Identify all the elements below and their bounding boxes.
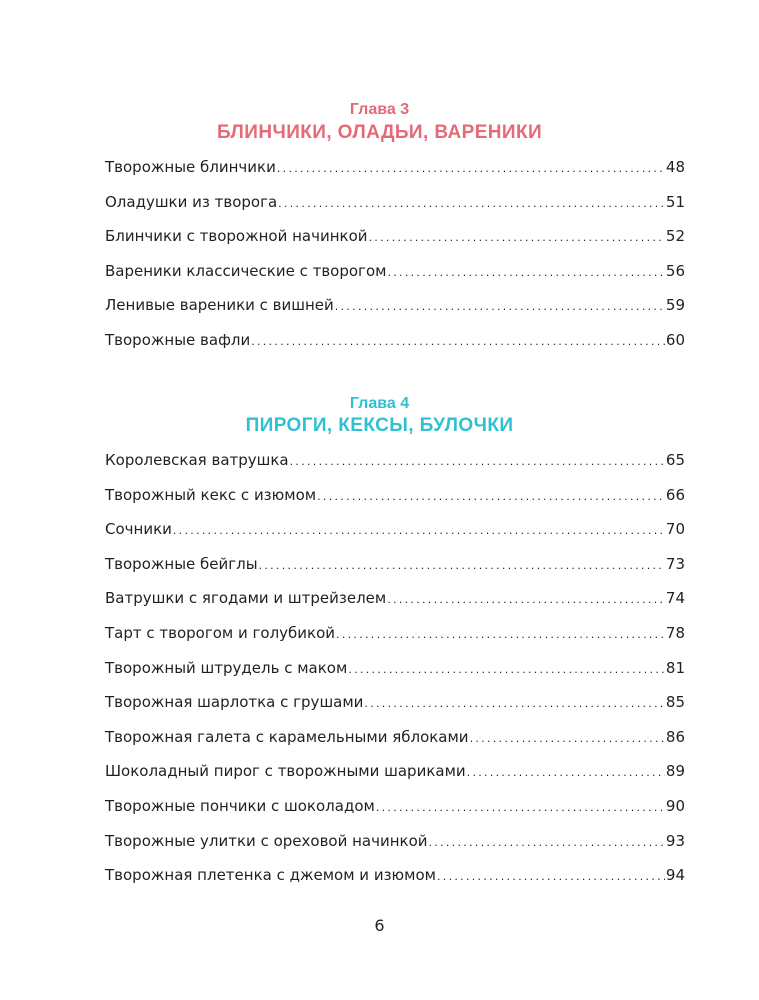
- toc-entry-title: Творожные блинчики: [105, 158, 276, 176]
- dot-leader: [470, 727, 665, 749]
- toc-entry: [105, 485, 685, 520]
- dot-leader: [369, 226, 665, 248]
- dot-leader: [278, 192, 665, 214]
- toc-entry-page-number: 89: [665, 762, 685, 781]
- toc-entry-page-number: 52: [665, 227, 685, 246]
- toc-entry: [105, 623, 685, 658]
- toc-entry: [105, 295, 685, 330]
- toc-entry: [105, 519, 685, 554]
- toc-entry-title: Оладушки из творога: [105, 192, 278, 211]
- toc-entry: [105, 330, 685, 365]
- toc-entry-page-number: 65: [665, 451, 685, 469]
- toc-entry-title: Тарт с творогом и голубикой: [105, 623, 336, 642]
- toc-entry-page-number: 86: [665, 727, 685, 746]
- dot-leader: [317, 485, 665, 507]
- toc-entry-title: Творожные вафли: [105, 330, 251, 349]
- dot-leader: [376, 796, 665, 818]
- dot-leader: [437, 865, 665, 887]
- chapter-3-label: Глава 3: [349, 101, 410, 118]
- toc-entry-title: Творожная шарлотка с грушами: [105, 693, 364, 712]
- toc-entry-title: Блинчики с творожной начинкой: [105, 227, 368, 246]
- toc-entry-title: Творожные бейглы: [105, 554, 258, 573]
- toc-entry-title: Сочники: [105, 520, 172, 539]
- toc-entry: [105, 261, 685, 296]
- toc-entry-title: Творожный кекс с изюмом: [105, 485, 317, 504]
- chapter-4-label: Глава 4: [349, 395, 410, 412]
- chapter-3-title: БЛИНЧИКИ, ОЛАДЬИ, ВАРЕНИКИ: [216, 122, 543, 143]
- chapter-3-entries: [105, 157, 685, 365]
- toc-entry: [105, 727, 685, 762]
- toc-entry-page-number: 59: [665, 296, 685, 315]
- dot-leader: [251, 330, 665, 352]
- toc-entry-title: Творожные улитки с ореховой начинкой: [105, 831, 428, 850]
- dot-leader: [364, 692, 664, 714]
- toc-entry-title: Ватрушки с ягодами и штрейзелем: [105, 589, 387, 608]
- toc-entry-page-number: 85: [665, 693, 685, 712]
- dot-leader: [173, 519, 665, 541]
- toc-entry: [105, 192, 685, 227]
- toc-entry-title: Творожные пончики с шоколадом: [105, 796, 375, 815]
- toc-entry: [105, 588, 685, 623]
- toc-entry-page-number: 66: [665, 485, 685, 504]
- toc-entry-page-number: 93: [665, 831, 685, 850]
- toc-entry-page-number: 56: [665, 261, 685, 280]
- toc-entry-page-number: 74: [665, 589, 685, 608]
- toc-entry-title: Шоколадный пирог с творожными шариками: [105, 762, 466, 781]
- toc-entry-page-number: 60: [665, 330, 685, 349]
- toc-entry-page-number: 70: [665, 520, 685, 539]
- toc-entry-page-number: 51: [665, 192, 685, 211]
- toc-entry-page-number: 78: [665, 623, 685, 642]
- dot-leader: [277, 157, 665, 179]
- toc-entry-title: Вареники классические с творогом: [105, 261, 387, 280]
- toc-entry-title: Творожная плетенка с джемом и изюмом: [105, 866, 436, 885]
- toc-entry: [105, 865, 685, 900]
- toc-entry-title: Ленивые вареники с вишней: [105, 296, 334, 315]
- toc-entry-title: Королевская ватрушка: [105, 451, 289, 469]
- toc-entry-page-number: 73: [665, 554, 685, 573]
- toc-entry: [105, 226, 685, 261]
- toc-entry: [105, 554, 685, 589]
- dot-leader: [429, 831, 665, 853]
- toc-entry: [105, 450, 685, 485]
- dot-leader: [387, 261, 664, 283]
- toc-entry-page-number: 90: [665, 796, 685, 815]
- dot-leader: [467, 761, 665, 783]
- dot-leader: [348, 658, 665, 680]
- toc-entry-page-number: 48: [665, 158, 685, 176]
- dot-leader: [387, 588, 665, 610]
- dot-leader: [259, 554, 665, 576]
- dot-leader: [336, 623, 665, 645]
- toc-entry: [105, 692, 685, 727]
- toc-entry-page-number: 81: [665, 658, 685, 677]
- toc-entry-page-number: 94: [665, 866, 685, 885]
- dot-leader: [335, 295, 665, 317]
- toc-entry: [105, 157, 685, 192]
- toc-entry: [105, 761, 685, 796]
- toc-entry: [105, 831, 685, 866]
- page-number: 6: [374, 916, 385, 935]
- toc-entry: [105, 658, 685, 693]
- dot-leader: [290, 450, 665, 472]
- toc-entry-title: Творожная галета с карамельными яблоками: [105, 727, 469, 746]
- chapter-4-title: ПИРОГИ, КЕКСЫ, БУЛОЧКИ: [245, 415, 514, 436]
- toc-entry-title: Творожный штрудель с маком: [105, 658, 348, 677]
- chapter-4-entries: [105, 450, 685, 900]
- toc-entry: [105, 796, 685, 831]
